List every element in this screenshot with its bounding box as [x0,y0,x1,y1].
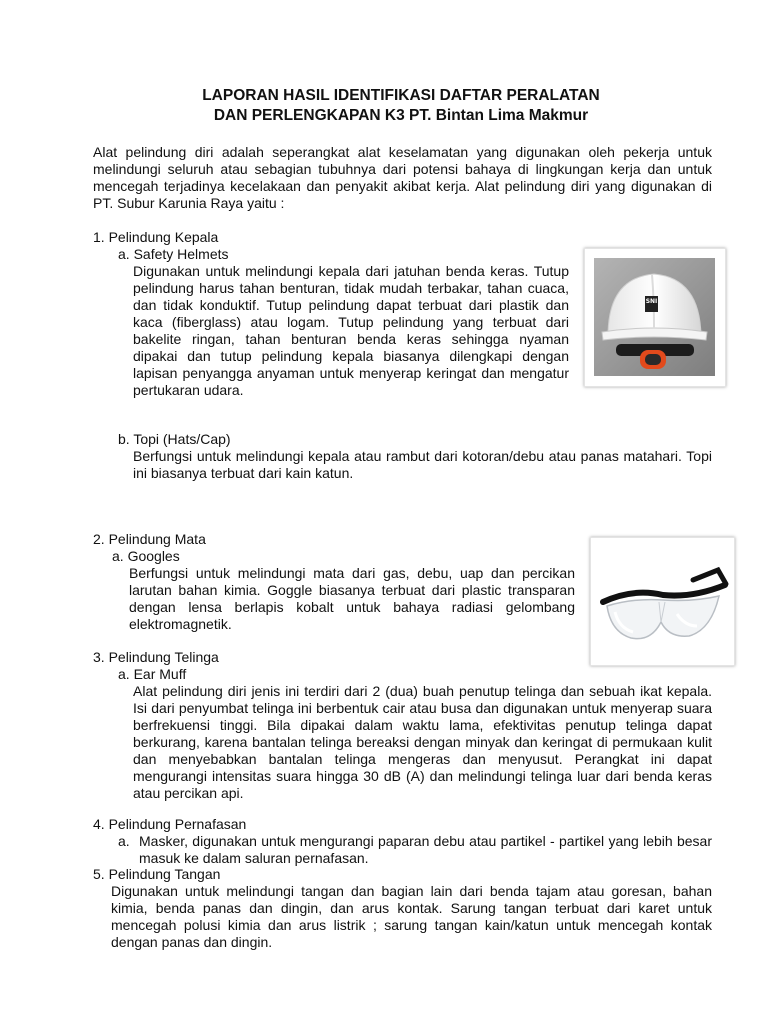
safety-helmet-icon [594,258,715,376]
goggles-photo [590,537,735,666]
section-4a-text: Masker, digunakan untuk mengurangi paparan debu atau partikel - partikel yang lebih besar masuk ke dalam saluran pernafasan. [139,833,712,866]
section-5-text: Digunakan untuk melindungi tangan dan bagian lain dari benda tajam atau goresan, bahan kimia, benda panas dan dingin, dan arus kontak. Sarung tangan terbuat dari karet untuk mencegah polusi kimia dan arus listrik ; sarung tangan kain/katun untuk mencegah kontak dengan panas dan dingin. [111,883,712,950]
document-title [0,86,768,126]
section-5-heading: 5. Pelindung Tangan [93,866,221,882]
section-2a-label: a. Googles [112,548,180,564]
section-1b-label: b. Topi (Hats/Cap) [118,431,231,447]
section-1b-text: Berfungsi untuk melindungi kepala atau rambut dari kotoran/debu atau panas matahari. Topi ini biasanya terbuat dari kain katun. [133,448,712,481]
helmet-sni-badge: SNI [645,298,658,305]
section-4-heading: 4. Pelindung Pernafasan [93,816,247,832]
safety-goggles-icon [593,540,732,663]
section-1a-text: Digunakan untuk melindungi kepala dari jatuhan benda keras. Tutup pelindung harus tahan benturan, tidak mudah terbakar, tahan cuaca, dan tidak konduktif. Tutup pelindung dapat terbuat dari plastik dan kaca (fiberglass) atau logam. Tutup pelindung yang terbuat dari bakelite ringan, tahan benturan benda keras sehingga nyaman dipakai dan tutup pelindung kepala biasanya dilengkapi dengan lapisan penyangga anyaman untuk menyerap keringat dan mengatur pertukaran udara. [133,263,569,398]
section-2a-text: Berfungsi untuk melindungi mata dari gas, debu, uap dan percikan larutan bahan kimia. Goggle biasanya terbuat dari plastic transparan dengan lensa berlapis kobalt untuk bahaya radiasi gelombang elektromagnetik. [129,565,575,632]
title-line-1: LAPORAN HASIL IDENTIFIKASI DAFTAR PERALATAN [202,87,600,104]
section-1-heading: 1. Pelindung Kepala [93,229,219,245]
section-4a-label: a. [118,833,130,849]
title-line-2: DAN PERLENGKAPAN K3 PT. Bintan Lima Makmur [213,107,589,124]
intro-paragraph: Alat pelindung diri adalah seperangkat alat keselamatan yang digunakan oleh pekerja untuk melindungi seluruh atau sebagian tubuhnya dari potensi bahaya di lingkungan kerja dan untuk mencegah terjadinya kecelakaan dan penyakit akibat kerja. Alat pelindung diri yang digunakan di PT. Subur Karunia Raya yaitu : [93,144,712,211]
section-3a-label: a. Ear Muff [118,666,187,682]
section-2-heading: 2. Pelindung Mata [93,531,206,547]
section-3a-text: Alat pelindung diri jenis ini terdiri dari 2 (dua) buah penutup telinga dan sebuah ikat kepala. Isi dari penyumbat telinga ini berbentuk cair atau busa dan digunakan untuk menyerap suara berfrekuensi tinggi. Bila dipakai dalam waktu lama, efektivitas penutup telinga dapat berkurang, karena bantalan telinga bereaksi dengan minyak dan keringat di permukaan kulit dan menyebabkan bantalan telinga mengeras dan menyusut. Perangkat ini dapat mengurangi intensitas suara hingga 30 dB (A) dan melindungi telinga luar dari benda keras atau percikan api. [133,683,712,801]
section-3-heading: 3. Pelindung Telinga [93,649,219,665]
helmet-photo [584,248,726,387]
section-1a-label: a. Safety Helmets [118,246,229,262]
